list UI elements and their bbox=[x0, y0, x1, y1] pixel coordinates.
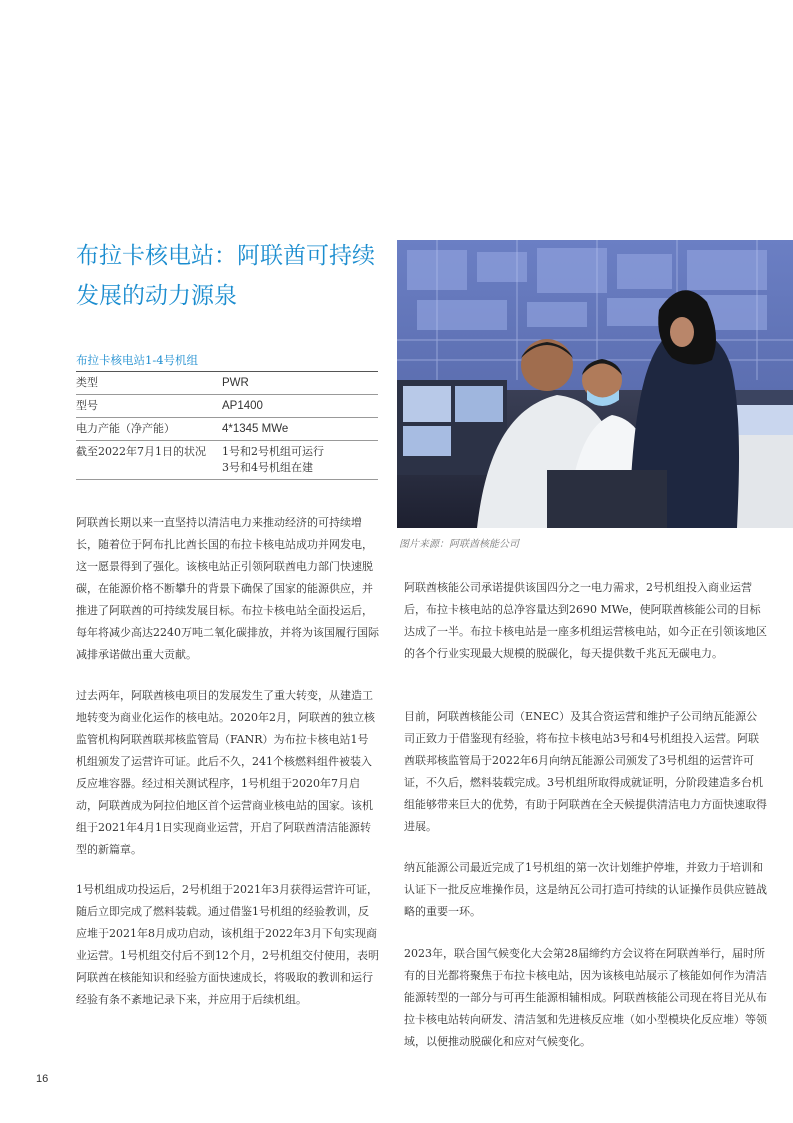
spec-table-title: 布拉卡核电站1-4号机组 bbox=[76, 353, 199, 367]
row-key: 类型 bbox=[76, 372, 222, 395]
body-paragraph: 1号机组成功投运后，2号机组于2021年3月获得运营许可证，随后立即完成了燃料装载。通过借鉴1号机组的经验教训，反应堆于2021年8月成功启动，该机组于2022年3月下旬实现商业运营。1号机组交付后不到12个月，2号机组交付使用，表明阿联酋在核能知识和经验方面快速成长，将吸取的教训和运行经验有条不紊地记录下来，并应用于后续机组。 bbox=[76, 883, 379, 1006]
row-value-line: 1号和2号机组可运行 bbox=[222, 445, 324, 458]
page-title: 布拉卡核电站：阿联酋可持续发展的动力源泉 bbox=[76, 243, 375, 309]
body-paragraph: 阿联酋长期以来一直坚持以清洁电力来推动经济的可持续增长，随着位于阿布扎比酋长国的布拉卡核电站成功并网发电，这一愿景得到了强化。该核电站正引领阿联酋电力部门快速脱碳，在能源价格不断攀升的背景下确保了国家的能源供应，并推进了阿联酋的可持续发展目标。布拉卡核电站全面投运后，每年将减少高达2240万吨二氧化碳排放，并将为该国履行国际减排承诺做出重大贡献。 bbox=[76, 516, 379, 661]
body-paragraph: 纳瓦能源公司最近完成了1号机组的第一次计划维护停堆，并致力于培训和认证下一批反应堆操作员，这是纳瓦公司打造可持续的认证操作员供应链战略的重要一环。 bbox=[404, 861, 767, 918]
photo-caption: 图片来源：阿联酋核能公司 bbox=[399, 539, 519, 550]
body-paragraph: 目前，阿联酋核能公司（ENEC）及其合资运营和维护子公司纳瓦能源公司正致力于借鉴现有经验，将布拉卡核电站3号和4号机组投入运营。阿联酋联邦核监管局于2022年6月向纳瓦能源公司颁发了3号机组的运营许可证，不久后，燃料装载完成。3号机组所取得成就证明，分阶段建造多台机组能够带来巨大的优势，有助于阿联酋在全天候提供清洁电力方面快速取得进展。 bbox=[404, 710, 767, 833]
table-row bbox=[76, 372, 378, 395]
row-key: 型号 bbox=[76, 395, 222, 418]
row-key: 电力产能（净产能） bbox=[76, 418, 222, 441]
control-room-photo bbox=[397, 240, 793, 528]
row-key: 截至2022年7月1日的状况 bbox=[76, 441, 222, 480]
body-paragraph: 2023年，联合国气候变化大会第28届缔约方会议将在阿联酋举行，届时所有的目光都将聚焦于布拉卡核电站，因为该核电站展示了核能如何作为清洁能源转型的一部分与可再生能源相辅相成。阿联酋核能公司现在将目光从布拉卡核电站转向研发、清洁氢和先进核反应堆（如小型模块化反应堆）等领域，以便推动脱碳化和应对气候变化。 bbox=[404, 947, 767, 1048]
table-row bbox=[76, 441, 378, 480]
row-value: PWR bbox=[222, 372, 378, 395]
table-row bbox=[76, 418, 378, 441]
row-value-line: 3号和4号机组在建 bbox=[222, 461, 313, 474]
body-paragraph: 过去两年，阿联酋核电项目的发展发生了重大转变，从建造工地转变为商业化运作的核电站。2020年2月，阿联酋的独立核监管机构阿联酋联邦核监管局（FANR）为布拉卡核电站1号机组颁发了运营许可证。此后不久，241个核燃料组件被装入反应堆容器。经过相关测试程序，1号机组于2020年7月启动，阿联酋成为阿拉伯地区首个运营商业核电站的国家。该机组于2021年4月1日实现商业运营，开启了阿联酋清洁能源转型的新篇章。 bbox=[76, 689, 375, 856]
control-room-photo-illustration bbox=[397, 240, 793, 528]
row-value: AP1400 bbox=[222, 395, 378, 418]
spec-table bbox=[76, 371, 378, 480]
page-number: 16 bbox=[36, 1073, 49, 1085]
row-value bbox=[222, 441, 378, 480]
row-value: 4*1345 MWe bbox=[222, 418, 378, 441]
table-row bbox=[76, 395, 378, 418]
body-paragraph: 阿联酋核能公司承诺提供该国四分之一电力需求，2号机组投入商业运营后，布拉卡核电站的总净容量达到2690 MWe，使阿联酋核能公司的目标达成了一半。布拉卡核电站是一座多机组运营核电站，如今正在引领该地区的各个行业实现最大规模的脱碳化，每天提供数千兆瓦无碳电力。 bbox=[404, 581, 767, 660]
